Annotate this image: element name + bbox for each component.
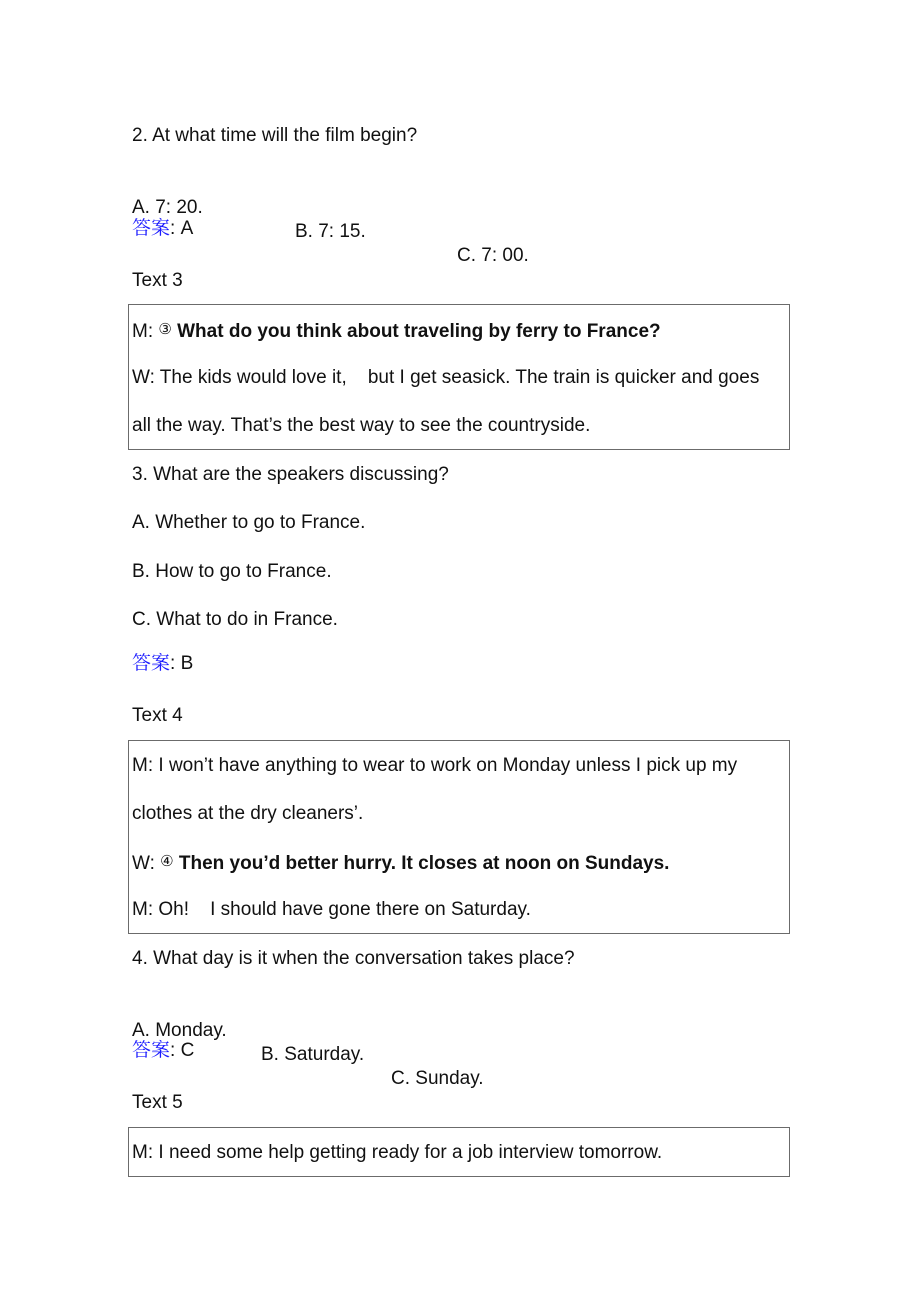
option-c: C. Sunday. — [391, 1068, 484, 1089]
text-3-transcript-box — [128, 304, 790, 450]
question-4: 4. What day is it when the conversation takes place? — [132, 948, 575, 969]
answer-value: : C — [170, 1040, 195, 1061]
answer-label: 答案 — [132, 218, 171, 239]
answer-2 — [132, 217, 193, 241]
option-a: A. Monday. — [132, 1020, 227, 1041]
option-b: B. Saturday. — [261, 1044, 365, 1065]
text-5-transcript-box — [128, 1127, 790, 1177]
answer-label: 答案 — [132, 653, 171, 674]
speaker-m: M: — [132, 321, 159, 342]
answer-label: 答案 — [132, 1040, 171, 1061]
text-4-heading: Text 4 — [132, 705, 183, 726]
answer-4 — [132, 1039, 194, 1063]
dialogue-line-m1: M: I won’t have anything to wear to work on Monday unless I pick up my — [132, 755, 738, 776]
question-2-options — [132, 172, 732, 268]
circled-number-4: ④ — [160, 853, 174, 870]
option-a: A. Whether to go to France. — [132, 512, 366, 533]
answer-value: : B — [170, 653, 194, 674]
dialogue-line-m2: clothes at the dry cleaners’. — [132, 803, 364, 824]
dialogue-line-m1: M: I need some help getting ready for a job interview tomorrow. — [132, 1142, 663, 1163]
option-a: A. 7: 20. — [132, 197, 203, 218]
text-5-heading: Text 5 — [132, 1092, 183, 1113]
speaker-w: W: — [132, 853, 161, 874]
option-b: B. How to go to France. — [132, 561, 332, 582]
question-2: 2. At what time will the film begin? — [132, 125, 418, 146]
key-sentence: What do you think about traveling by ferry to France? — [171, 321, 661, 342]
dialogue-line-w2: all the way. That’s the best way to see the countryside. — [132, 415, 591, 436]
question-3: 3. What are the speakers discussing? — [132, 464, 449, 485]
dialogue-line-m — [132, 318, 661, 344]
option-c: C. 7: 00. — [457, 245, 529, 266]
dialogue-line-w — [132, 850, 669, 876]
key-sentence: Then you’d better hurry. It closes at noon on Sundays. — [173, 853, 670, 874]
text-4-transcript-box — [128, 740, 790, 934]
dialogue-line-m3: M: Oh! I should have gone there on Saturday. — [132, 899, 531, 920]
option-b: B. 7: 15. — [295, 221, 366, 242]
answer-value: : A — [170, 218, 194, 239]
text-3-heading: Text 3 — [132, 270, 183, 291]
question-4-options — [132, 995, 632, 1091]
circled-number-3: ③ — [158, 321, 172, 338]
answer-3 — [132, 652, 193, 676]
option-c: C. What to do in France. — [132, 609, 338, 630]
dialogue-line-w1: W: The kids would love it, but I get seasick. The train is quicker and goes — [132, 367, 760, 388]
